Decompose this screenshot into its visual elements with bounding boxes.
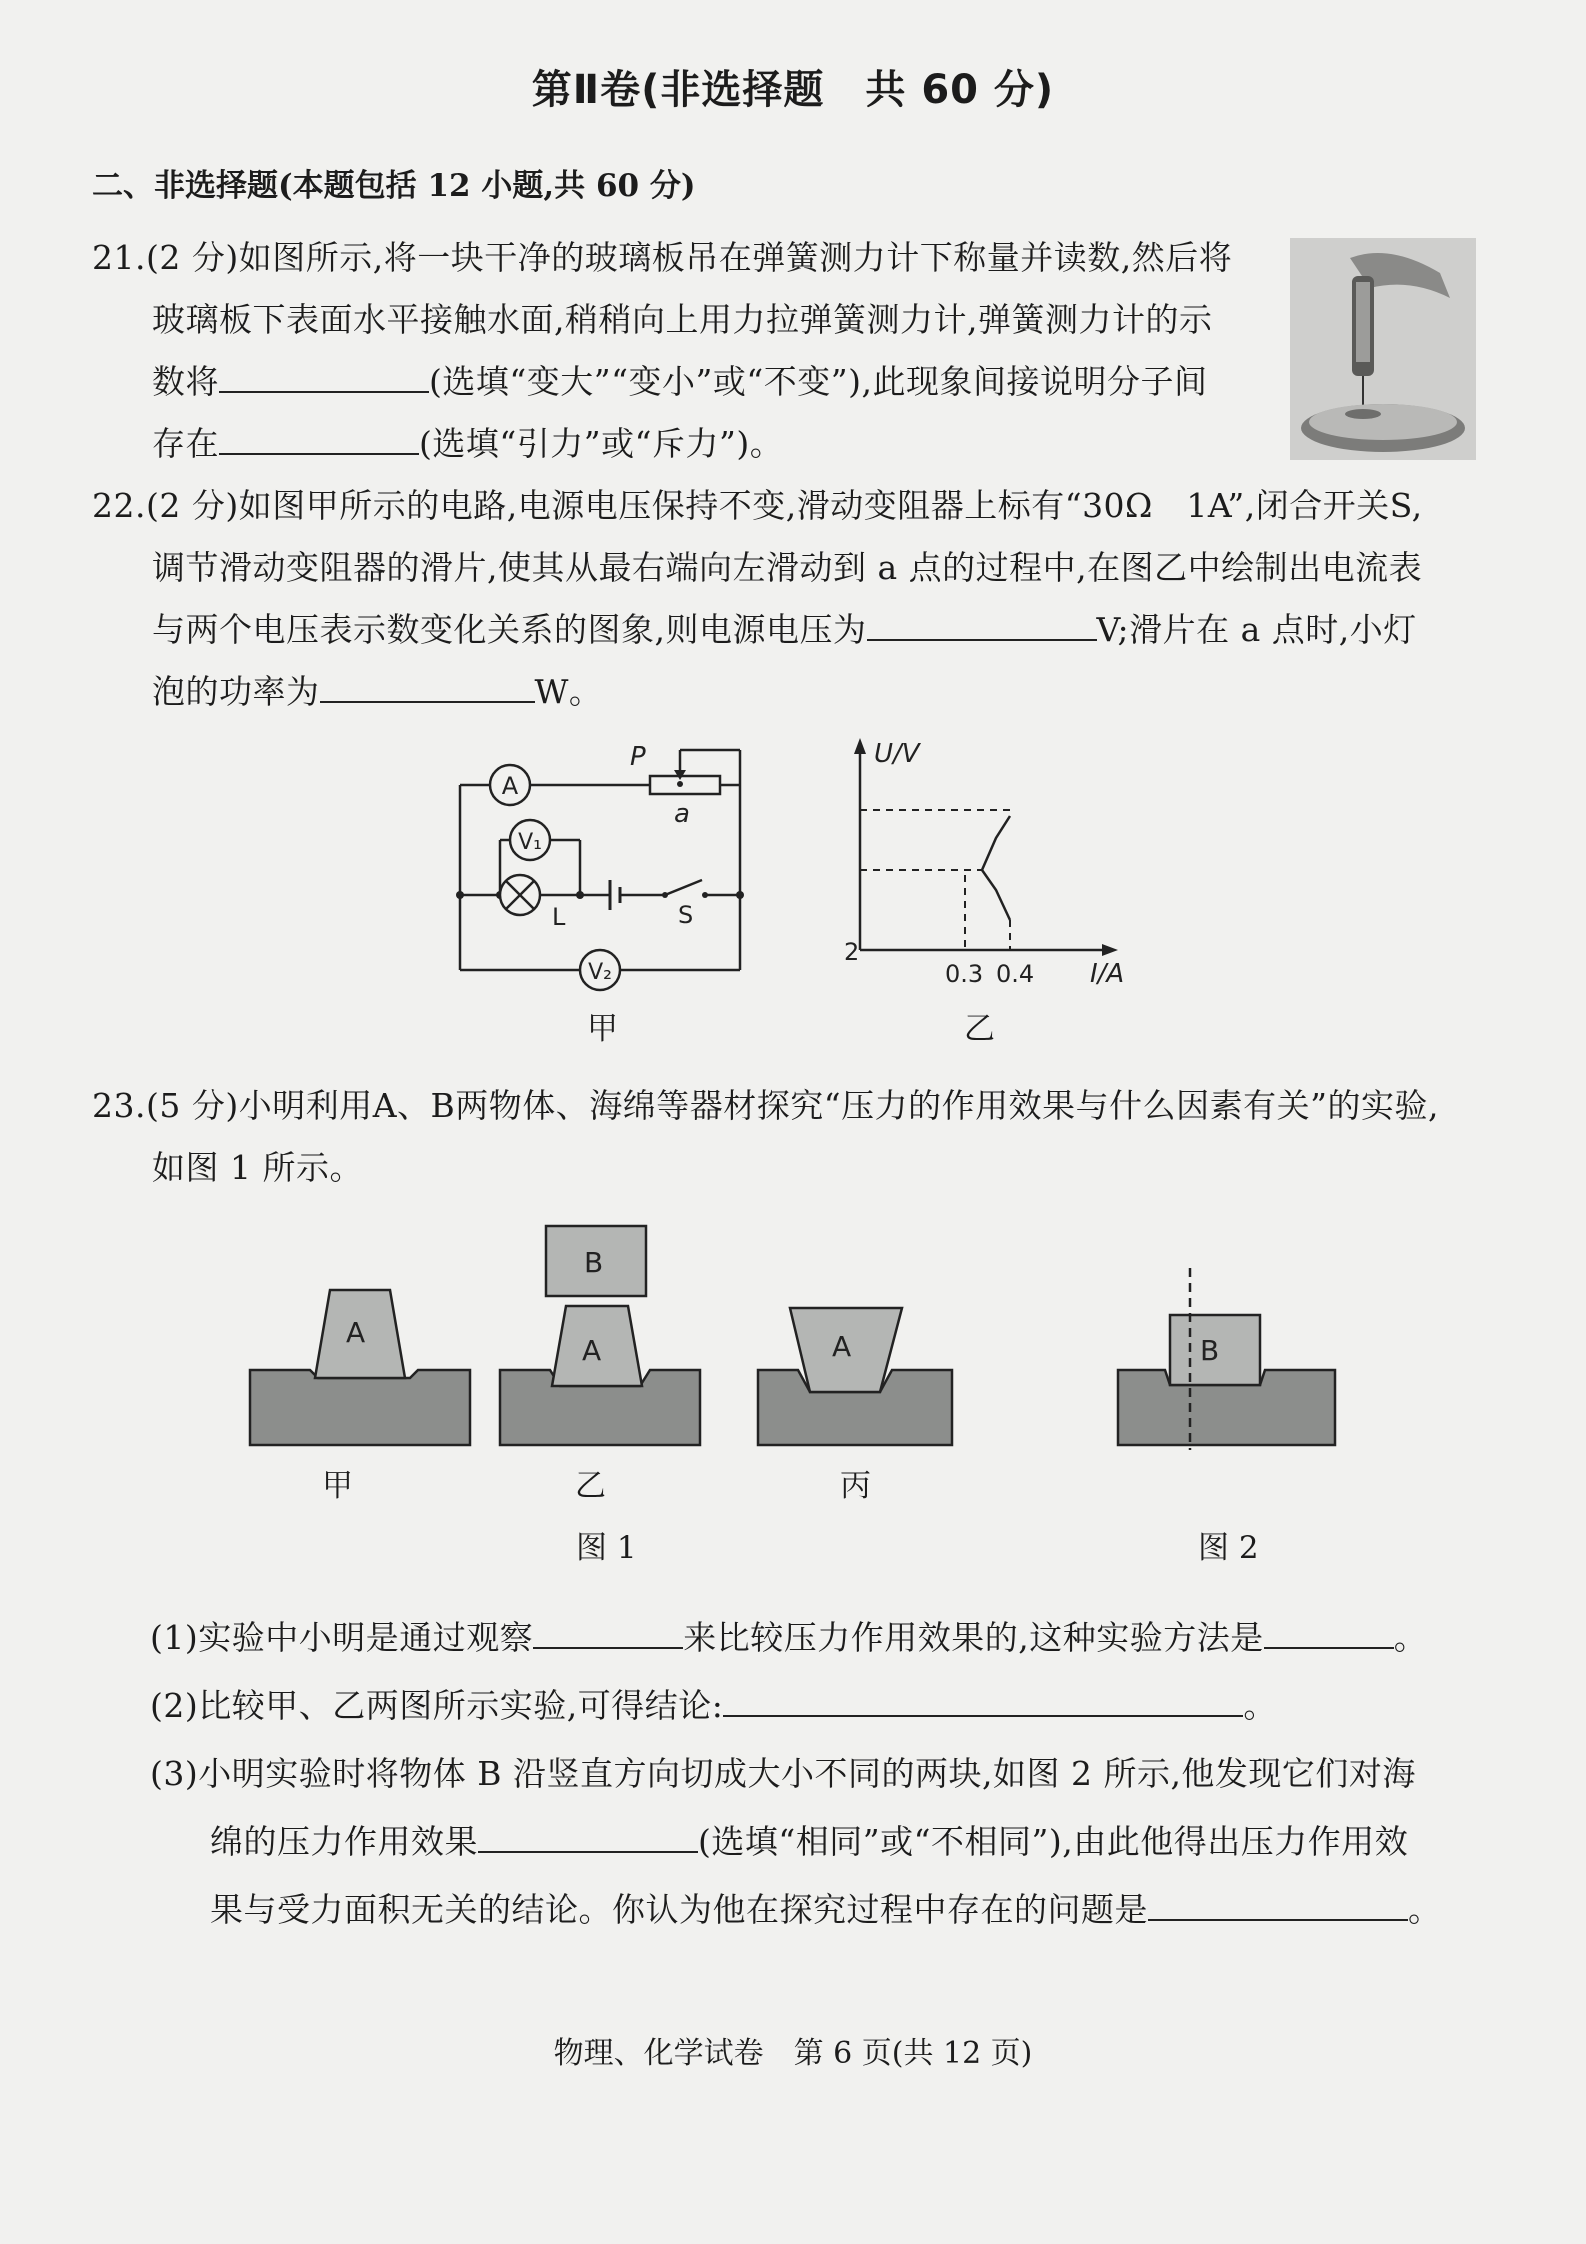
q23-sub2	[150, 1680, 1277, 1727]
graph-xlabel: I/A	[1090, 959, 1125, 989]
ammeter-label: A	[501, 772, 519, 800]
switch-label: S	[678, 901, 694, 929]
q22-line-3	[152, 604, 1417, 651]
label-a-jia: A	[346, 1316, 366, 1349]
slider-label: P	[630, 742, 646, 772]
label-a-yi: A	[582, 1334, 602, 1367]
q23-answer-blank-4[interactable]	[478, 1818, 698, 1853]
fig1-caption: 图 1	[576, 1530, 637, 1566]
label-b-fig2: B	[1200, 1334, 1220, 1367]
circuit-caption: 甲	[587, 1011, 618, 1047]
q21-line-1: 21.(2 分)如图所示,将一块干净的玻璃板吊在弹簧测力计下称量并读数,然后将	[92, 238, 1233, 277]
q21-line-4-end: (选填“引力”或“斥力”)。	[419, 424, 784, 463]
q21-line-2: 玻璃板下表面水平接触水面,稍稍向上用力拉弹簧测力计,弹簧测力计的示	[152, 300, 1213, 339]
q22-line-3-end: V;滑片在 a 点时,小灯	[1096, 610, 1417, 649]
q21-line-3	[152, 356, 1207, 403]
q21-line-3-end: (选填“变大”“变小”或“不变”),此现象间接说明分子间	[429, 362, 1208, 401]
pressure-experiment-figures	[230, 1210, 1370, 1510]
q23-line-1: 23.(5 分)小明利用A、B两物体、海绵等器材探究“压力的作用效果与什么因素有关”的实验,	[92, 1086, 1440, 1125]
q21-line-4	[152, 418, 783, 465]
q23-sub3-line-2-b: (选填“相同”或“不相同”),由此他得出压力作用效	[698, 1822, 1409, 1861]
lamp-label: L	[552, 903, 566, 931]
q23-sub3-line-2	[210, 1816, 1408, 1863]
q23-answer-blank-1[interactable]	[533, 1614, 683, 1649]
q21-answer-blank-1[interactable]	[219, 358, 429, 393]
q21-line-4-start: 存在	[152, 424, 219, 463]
graph-y-tick: 2	[844, 938, 860, 966]
fig-caption-jia: 甲	[322, 1468, 353, 1504]
q22-line-2: 调节滑动变阻器的滑片,使其从最右端向左滑动到 a 点的过程中,在图乙中绘制出电流表	[152, 548, 1423, 587]
q22-line-4-start: 泡的功率为	[152, 672, 320, 711]
circuit-diagram	[440, 740, 760, 1040]
q23-sub3-line-3-a: 果与受力面积无关的结论。你认为他在探究过程中存在的问题是	[210, 1890, 1148, 1929]
q22-line-1: 22.(2 分)如图甲所示的电路,电源电压保持不变,滑动变阻器上标有“30Ω 1A”,闭合开关S,	[92, 486, 1423, 525]
section-heading: 二、非选择题(本题包括 12 小题,共 60 分)	[92, 168, 696, 204]
sponge-jia	[250, 1370, 470, 1445]
v2-label: V₂	[588, 960, 612, 985]
q23-sub1-b: 来比较压力作用效果的,这种实验方法是	[683, 1618, 1264, 1657]
q23-answer-blank-5[interactable]	[1148, 1886, 1408, 1921]
q22-line-4-end: W。	[534, 672, 603, 711]
label-a-bing: A	[832, 1330, 852, 1363]
q22-answer-blank-2[interactable]	[320, 668, 535, 703]
q23-answer-blank-3[interactable]	[723, 1682, 1243, 1717]
q23-sub2-b: 。	[1243, 1686, 1277, 1725]
fig-caption-yi: 乙	[575, 1468, 606, 1504]
graph-caption: 乙	[964, 1011, 995, 1047]
q23-sub3-line-3-b: 。	[1408, 1890, 1442, 1929]
spring-scale-glass-photo	[1290, 238, 1476, 460]
voltage-current-graph	[820, 730, 1140, 1000]
fig-caption-bing: 丙	[840, 1468, 871, 1504]
q23-sub3-line-3	[210, 1884, 1442, 1931]
q23-sub1	[150, 1612, 1427, 1659]
label-b-yi: B	[584, 1246, 604, 1279]
v1-label: V₁	[518, 830, 542, 855]
q23-sub2-a: (2)比较甲、乙两图所示实验,可得结论:	[150, 1686, 724, 1725]
page-footer: 物理、化学试卷 第 6 页(共 12 页)	[553, 2036, 1033, 2071]
q23-answer-blank-2[interactable]	[1264, 1614, 1394, 1649]
q22-answer-blank-1[interactable]	[867, 606, 1097, 641]
point-a-label: a	[674, 799, 690, 829]
q23-sub3-line-2-a: 绵的压力作用效果	[210, 1822, 478, 1861]
page-title: 第Ⅱ卷(非选择题 共 60 分)	[531, 67, 1055, 113]
q23-sub1-c: 。	[1393, 1618, 1428, 1657]
q23-sub3-line-1: (3)小明实验时将物体 B 沿竖直方向切成大小不同的两块,如图 2 所示,他发现它们对海	[150, 1754, 1416, 1793]
graph-x-tick-1: 0.3	[945, 960, 984, 988]
graph-x-tick-2: 0.4	[996, 960, 1035, 988]
q22-line-3-start: 与两个电压表示数变化关系的图象,则电源电压为	[152, 610, 867, 649]
q21-answer-blank-2[interactable]	[219, 420, 419, 455]
q22-line-4	[152, 666, 602, 713]
q21-line-3-start: 数将	[152, 362, 219, 401]
q23-line-2: 如图 1 所示。	[152, 1148, 363, 1187]
fig2-caption: 图 2	[1198, 1530, 1259, 1566]
graph-ylabel: U/V	[874, 739, 920, 769]
q23-sub1-a: (1)实验中小明是通过观察	[150, 1618, 534, 1657]
